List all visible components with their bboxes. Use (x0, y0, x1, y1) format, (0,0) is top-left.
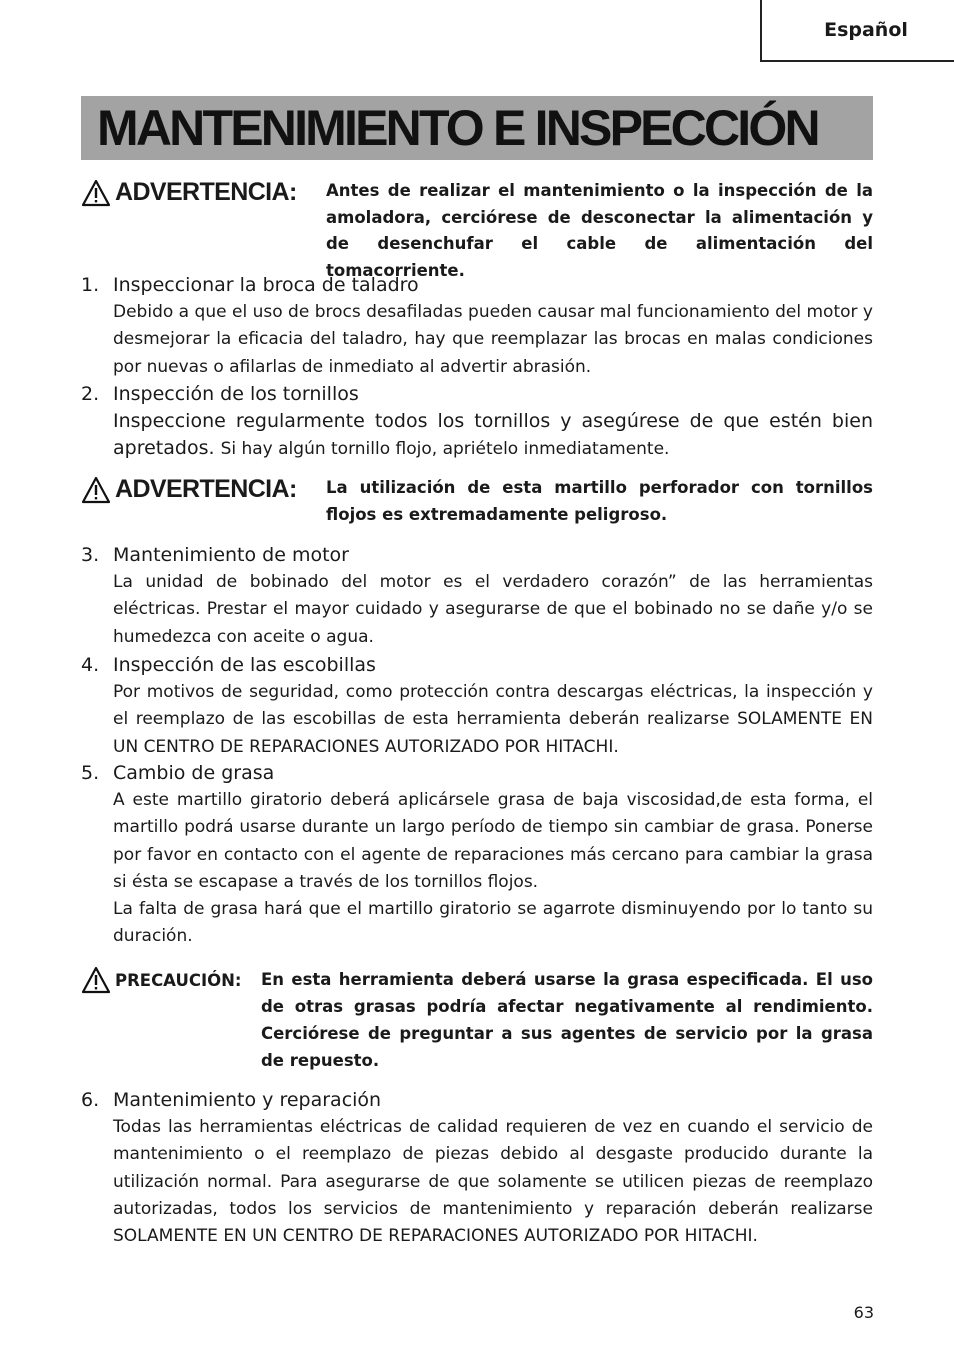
language-tab (760, 0, 954, 62)
title-bar (81, 96, 873, 160)
item-heading: Cambio de grasa (113, 762, 275, 784)
item-paragraph: La falta de grasa hará que el martillo giratorio se agarrote disminuyendo por lo tanto su duración. (113, 899, 873, 947)
warning-label-1 (81, 178, 297, 207)
warning-triangle-icon (81, 476, 115, 504)
item-body: Todas las herramientas eléctricas de calidad requieren de vez en cuando el servicio de mantenimiento o el reemplazo de piezas debido al desgaste producido durante la utilización normal. Para asegurarse de que solamente se utilicen piezas de reemplazo autorizadas, todos los servicios de mantenimiento y reparación deberán realizarse SOLAMENTE EN UN CENTRO DE REPARACIONES AUTORIZADO POR HITACHI. (113, 1117, 873, 1247)
item-body (113, 408, 873, 464)
item-heading: Inspección de los tornillos (113, 383, 359, 405)
item-number: 5. (81, 762, 100, 784)
warning-text-2: La utilización de esta martillo perforador con tornillos flojos es extremadamente peligroso. (326, 478, 873, 524)
item-heading: Inspeccionar la broca de taladro (113, 274, 419, 296)
warning-label-2 (81, 475, 297, 504)
warning-label-text-2: ADVERTENCIA: (115, 475, 297, 503)
language-label: Español (824, 19, 908, 41)
item-number: 1. (81, 274, 100, 296)
page-number: 63 (853, 1303, 874, 1322)
item-body: Debido a que el uso de brocs desafiladas pueden causar mal funcionamiento del motor y desmejorar la eficacia del taladro, hay que reemplazar las brocas en malas condiciones por nuevas o afilarlas de inmediato al advertir abrasión. (113, 302, 873, 377)
item-heading: Mantenimiento de motor (113, 544, 349, 566)
item-heading: Inspección de las escobillas (113, 654, 376, 676)
item-body: La unidad de bobinado del motor es el verdadero corazón” de las herramientas eléctricas. Prestar el mayor cuidado y asegurarse de que el bobinado no se dañe y/o se humedezca con aceite o agua. (113, 572, 873, 647)
item-body (113, 787, 873, 951)
item-paragraph: A este martillo giratorio deberá aplicársele grasa de baja viscosidad,de esta forma, el martillo podrá usarse durante un largo período de tiempo sin cambiar de grasa. Ponerse por favor en contacto con el agente de reparaciones más cercano para cambiar la grasa si ésta se escapase a través de los tornillos flojos. (113, 790, 873, 892)
warning-text-1: Antes de realizar el mantenimiento o la inspección de la amoladora, cerciórese de desconectar la alimentación y de desenchufar el cable de alimentación del tomacorriente. (326, 181, 873, 280)
caution-text: En esta herramienta deberá usarse la grasa especificada. El uso de otras grasas podría afectar negativamente al rendimiento. Cerciórese de preguntar a sus agentes de servicio por la grasa de repuesto. (261, 970, 873, 1070)
item-body: Por motivos de seguridad, como protección contra descargas eléctricas, la inspección y el reemplazo de las escobillas de esta herramienta deberán realizarse SOLAMENTE EN UN CENTRO DE REPARACIONES AUTORIZADO POR HITACHI. (113, 682, 873, 757)
item-body-main: Inspeccione regularmente todos los tornillos y asegúrese de que estén bien apretados. (113, 410, 873, 460)
page-title: MANTENIMIENTO E INSPECCIÓN (97, 100, 818, 156)
item-heading: Mantenimiento y reparación (113, 1089, 382, 1111)
caution-label (81, 966, 242, 994)
warning-triangle-icon (81, 179, 115, 207)
item-number: 6. (81, 1089, 100, 1111)
item-body-note: Si hay algún tornillo flojo, apriételo inmediatamente. (220, 439, 670, 460)
caution-label-text: PRECAUCIÓN: (115, 970, 242, 990)
item-number: 4. (81, 654, 100, 676)
item-number: 2. (81, 383, 100, 405)
item-number: 3. (81, 544, 100, 566)
warning-triangle-icon (81, 966, 115, 994)
warning-label-text-1: ADVERTENCIA: (115, 178, 297, 206)
